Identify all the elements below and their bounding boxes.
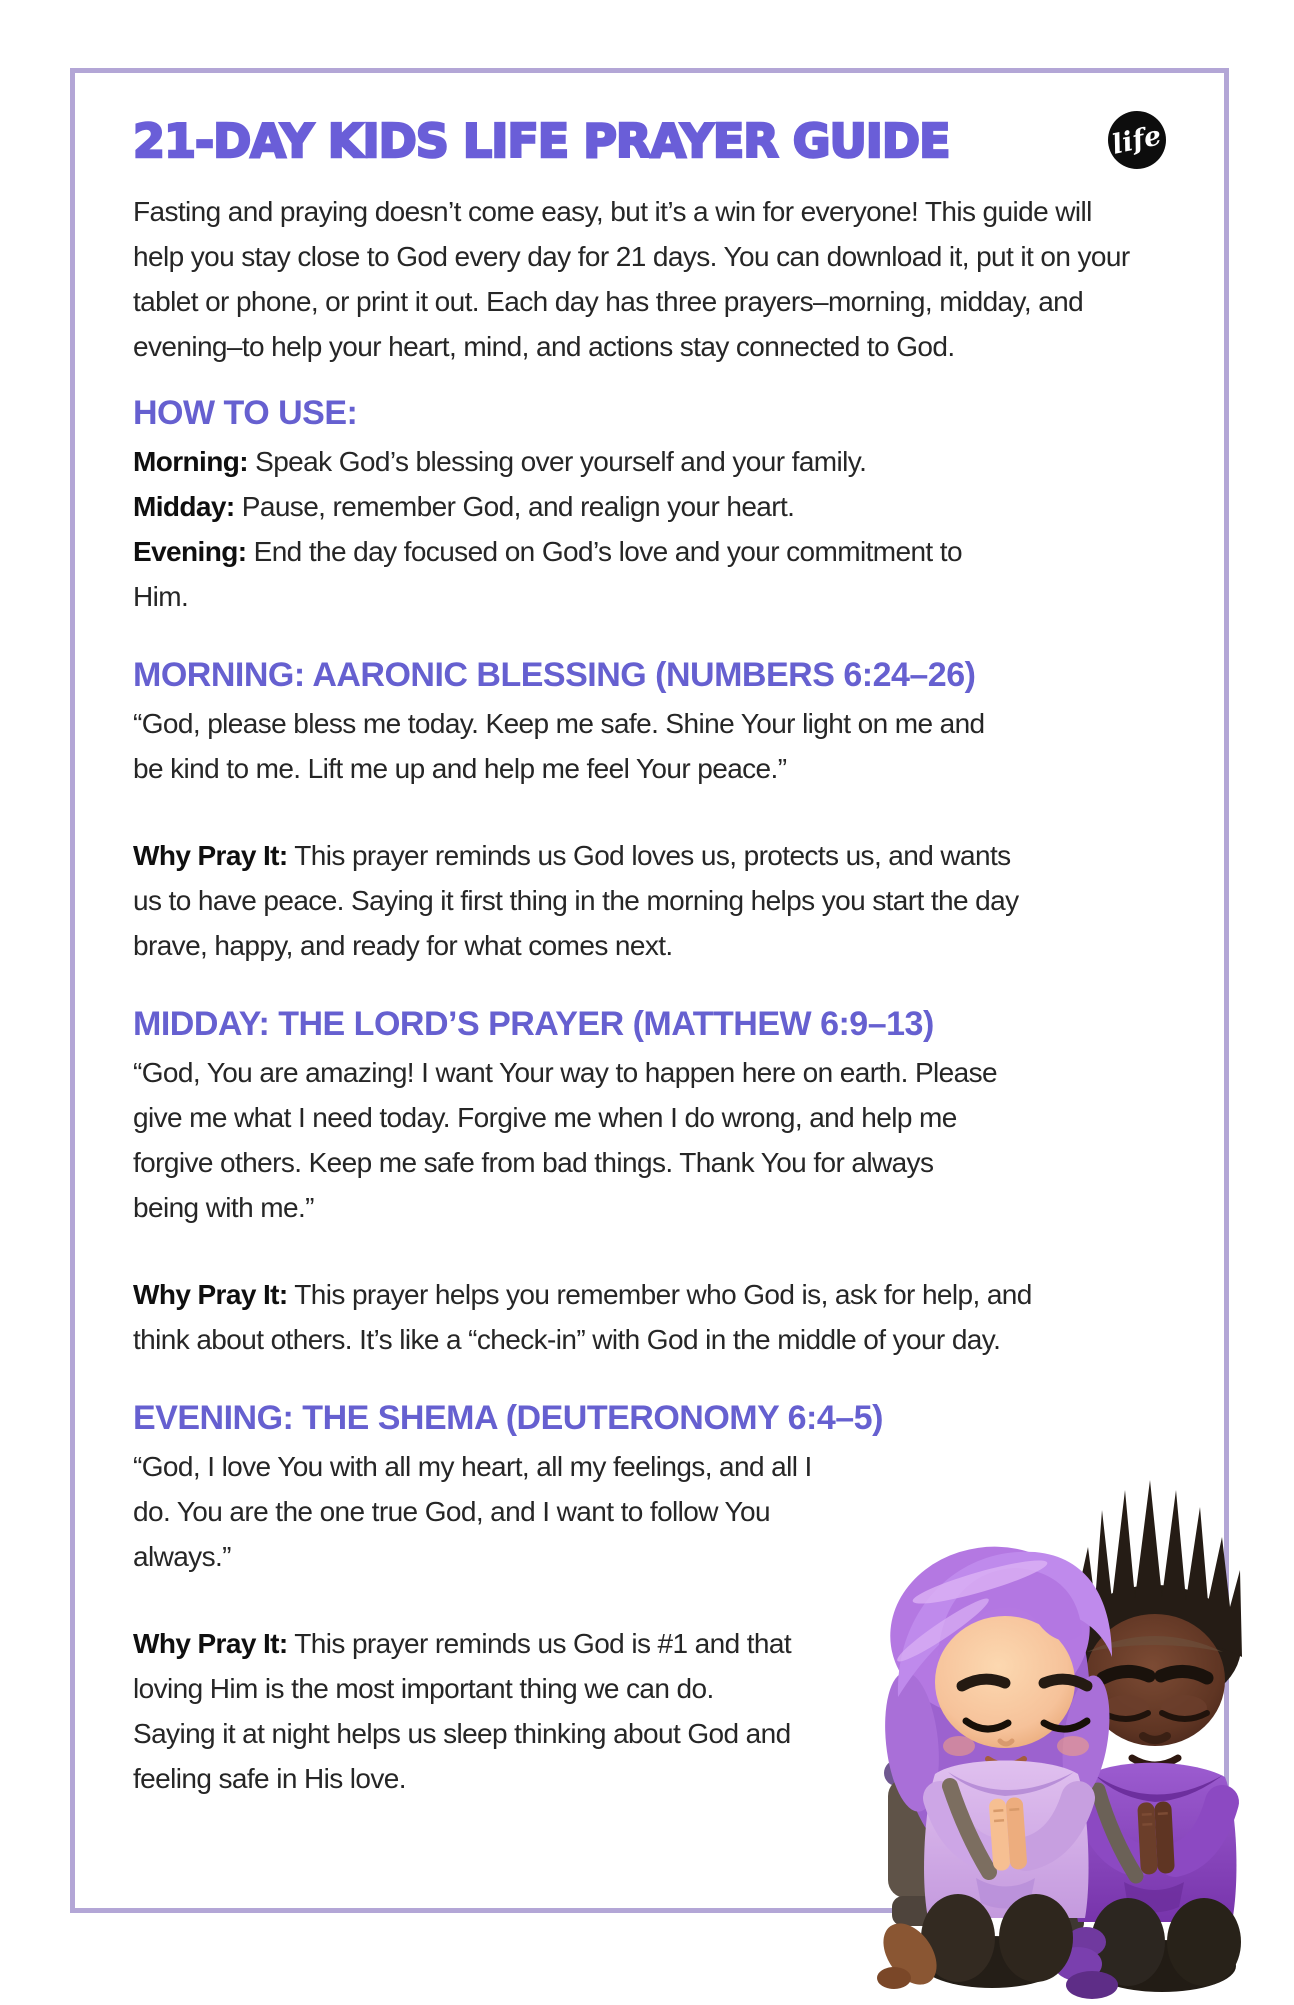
life-logo-text: life <box>1109 119 1165 161</box>
midday-why-paragraph <box>133 1272 1063 1362</box>
life-logo-icon <box>1108 111 1166 169</box>
how-to-use-list <box>133 439 1013 619</box>
morning-why-paragraph <box>133 833 1033 968</box>
evening-why-paragraph <box>133 1621 793 1801</box>
page-title: 21-DAY KIDS LIFE PRAYER GUIDE <box>133 114 950 168</box>
morning-prayer-quote: “God, please bless me today. Keep me safe. Shine Your light on me and be kind to me. Lift me up and help me feel Your peace.” <box>133 708 985 784</box>
how-to-item-morning-text: Speak God’s blessing over yourself and your family. <box>247 446 867 477</box>
how-to-item-morning <box>133 439 1013 484</box>
how-to-item-midday-label: Midday: <box>133 491 235 522</box>
praying-kids-illustration <box>840 1442 1294 2000</box>
evening-why-text: This prayer reminds us God is #1 and that loving Him is the most important thing we can do. Saying it at night helps us sleep thinking about God and feeling safe in His love. <box>133 1628 792 1794</box>
how-to-item-evening-text: End the day focused on God’s love and your commitment to Him. <box>133 536 962 612</box>
praying-kids-image <box>840 1442 1294 2000</box>
evening-why-label: Why Pray It: <box>133 1628 288 1659</box>
how-to-item-midday <box>133 484 1013 529</box>
intro-paragraph: Fasting and praying doesn’t come easy, but it’s a win for everyone! This guide will help you stay close to God every day for 21 days. You can download it, put it on your tablet or phone, or print it out. Each day has three prayers–morning, midday, and evening–to help your heart, mind, and actions stay connected to God. <box>133 196 1130 362</box>
evening-section-heading: EVENING: THE SHEMA (DEUTERONOMY 6:4–5) <box>133 1399 883 1437</box>
midday-prayer-quote: “God, You are amazing! I want Your way to happen here on earth. Please give me what I need today. Forgive me when I do wrong, and help me forgive others. Keep me safe from bad things. Thank You for always being with me.” <box>133 1057 997 1223</box>
how-to-item-morning-label: Morning: <box>133 446 248 477</box>
morning-why-text: This prayer reminds us God loves us, protects us, and wants us to have peace. Saying it first thing in the morning helps you start the day brave, happy, and ready for what comes next. <box>133 840 1019 961</box>
midday-why-text: This prayer helps you remember who God is, ask for help, and think about others. It’s like a “check-in” with God in the middle of your day. <box>133 1279 1032 1355</box>
morning-why-label: Why Pray It: <box>133 840 288 871</box>
midday-why-label: Why Pray It: <box>133 1279 288 1310</box>
how-to-item-evening <box>133 529 1013 619</box>
how-to-item-evening-label: Evening: <box>133 536 247 567</box>
midday-section-heading: MIDDAY: THE LORD’S PRAYER (MATTHEW 6:9–13) <box>133 1005 934 1043</box>
evening-prayer-quote: “God, I love You with all my heart, all my feelings, and all I do. You are the one true God, and I want to follow You always.” <box>133 1451 812 1572</box>
morning-section-heading: MORNING: AARONIC BLESSING (NUMBERS 6:24–26) <box>133 656 976 694</box>
how-to-use-heading: HOW TO USE: <box>133 394 358 432</box>
header <box>133 109 1166 173</box>
how-to-item-midday-text: Pause, remember God, and realign your heart. <box>234 491 795 522</box>
